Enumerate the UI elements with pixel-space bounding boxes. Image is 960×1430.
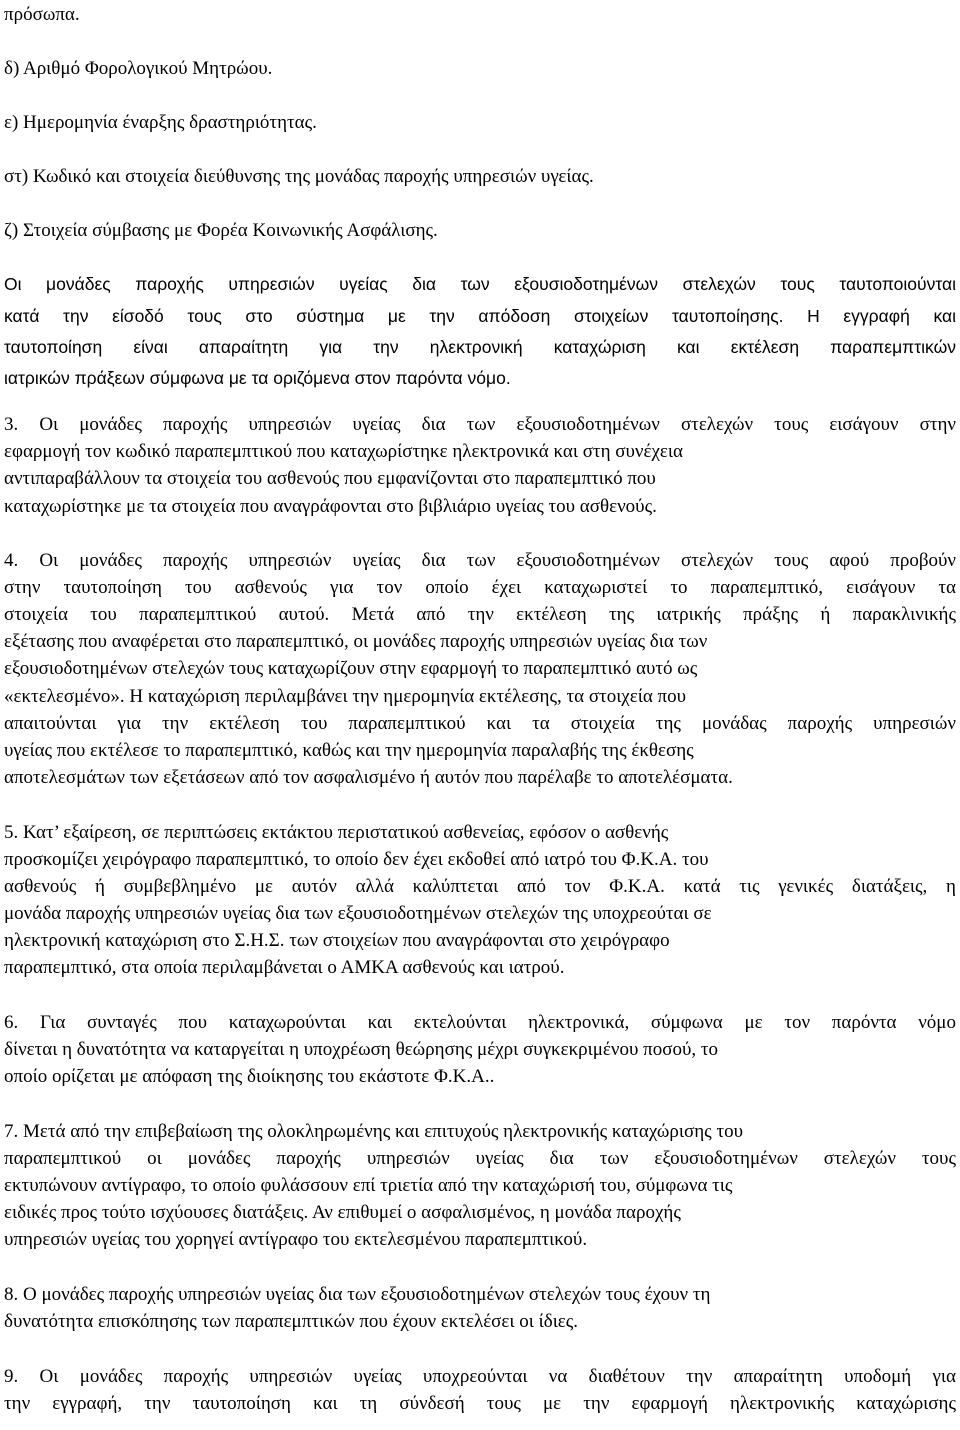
paragraph-5-line: μονάδα παροχής υπηρεσιών υγείας δια των εξουσιοδοτημένων στελεχών της υποχρεούται σε — [4, 903, 712, 924]
paragraph-3-line: καταχωρίστηκε με τα στοιχεία που αναγράφονται στο βιβλιάριο υγείας του ασθενούς. — [4, 496, 657, 517]
paragraph-7-line: παραπεμπτικού οι μονάδες παροχής υπηρεσιών υγείας δια των εξουσιοδοτημένων στελεχών τους — [4, 1148, 956, 1169]
paragraph-7-line: 7. Μετά από την επιβεβαίωση της ολοκληρωμένης και επιτυχούς ηλεκτρονικής καταχώρισης του — [4, 1121, 743, 1142]
paragraph-5-line: 5. Κατ’ εξαίρεση, σε περιπτώσεις εκτάκτου περιστατικού ασθενείας, εφόσον ο ασθενής — [4, 822, 669, 843]
paragraph-8-line: δυνατότητα επισκόπησης των παραπεμπτικών που έχουν εκτελέσει οι ίδιες. — [4, 1311, 579, 1332]
paragraph-3-line: 3. Οι μονάδες παροχής υπηρεσιών υγείας δια των εξουσιοδοτημένων στελεχών τους εισάγουν στην — [4, 414, 956, 435]
paragraph-7-line: εκτυπώνουν αντίγραφο, το οποίο φυλάσσουν επί τριετία από την καταχώρισή του, σύμφωνα τις — [4, 1175, 733, 1196]
list-item-z: ζ) Στοιχεία σύμβασης με Φορέα Κοινωνικής Ασφάλισης. — [4, 220, 438, 241]
text-line: πρόσωπα. — [4, 4, 80, 25]
paragraph-4-line: στην ταυτοποίηση του ασθενούς για τον οποίο έχει καταχωριστεί το παραπεμπτικό, εισάγουν τα — [4, 577, 956, 598]
paragraph-4-line: «εκτελεσμένο». Η καταχώριση περιλαμβάνει την ημερομηνία εκτέλεσης, τα στοιχεία που — [4, 686, 687, 707]
list-item-st: στ) Κωδικό και στοιχεία διεύθυνσης της μονάδας παροχής υπηρεσιών υγείας. — [4, 166, 594, 187]
sans-paragraph-line: ιατρικών πράξεων σύμφωνα με τα οριζόμενα στον παρόντα νόμο. — [4, 368, 511, 388]
paragraph-7-line: ειδικές προς τούτο ισχύουσες διατάξεις. Αν επιθυμεί ο ασφαλισμένος, η μονάδα παροχής — [4, 1202, 681, 1223]
paragraph-6-line: δίνεται η δυνατότητα να καταργείται η υποχρέωση θεώρησης μέχρι συγκεκριμένου ποσού, το — [4, 1039, 719, 1060]
paragraph-8-line: 8. Ο μονάδες παροχής υπηρεσιών υγείας δια των εξουσιοδοτημένων στελεχών τους έχουν τη — [4, 1284, 711, 1305]
sans-paragraph-line: κατά την είσοδό τους στο σύστημα με την απόδοση στοιχείων ταυτοποίησης. Η εγγραφή και — [4, 306, 956, 326]
paragraph-4-line: εξέτασης που αναφέρεται στο παραπεμπτικό, οι μονάδες παροχής υπηρεσιών υγείας δια των — [4, 631, 708, 652]
sans-paragraph-line: Οι μονάδες παροχής υπηρεσιών υγείας δια των εξουσιοδοτημένων στελεχών τους ταυτοποιούνται — [4, 274, 956, 294]
paragraph-5-line: παραπεμπτικό, στα οποία περιλαμβάνεται ο ΑΜΚΑ ασθενούς και ιατρού. — [4, 957, 565, 978]
paragraph-4-line: 4. Οι μονάδες παροχής υπηρεσιών υγείας δια των εξουσιοδοτημένων στελεχών τους αφού προβούν — [4, 550, 956, 571]
paragraph-4-line: υγείας που εκτέλεσε το παραπεμπτικό, καθώς και την ημερομηνία παραλαβής της έκθεσης — [4, 740, 694, 761]
paragraph-3-line: αντιπαραβάλλουν τα στοιχεία του ασθενούς που εμφανίζονται στο παραπεμπτικό που — [4, 468, 656, 489]
paragraph-5-line: ασθενούς ή συμβεβλημένο με αυτόν αλλά καλύπτεται από τον Φ.Κ.Α. κατά τις γενικές διατάξεις, η — [4, 876, 956, 897]
paragraph-9-line: την εγγραφή, την ταυτοποίηση και τη σύνδεσή τους με την εφαρμογή ηλεκτρονικής καταχώρισης — [4, 1393, 956, 1414]
paragraph-3-line: εφαρμογή τον κωδικό παραπεμπτικού που καταχωρίστηκε ηλεκτρονικά και στη συνέχεια — [4, 441, 683, 462]
paragraph-4-line: εξουσιοδοτημένων στελεχών τους καταχωρίζουν στην εφαρμογή το παραπεμπτικό αυτό ως — [4, 658, 698, 679]
sans-paragraph-line: ταυτοποίηση είναι απαραίτητη για την ηλεκτρονική καταχώριση και εκτέλεση παραπεμπτικών — [4, 337, 956, 357]
paragraph-4-line: στοιχεία του παραπεμπτικού αυτού. Μετά από την εκτέλεση της ιατρικής πράξης ή παρακλινικής — [4, 604, 956, 625]
paragraph-4-line: αποτελεσμάτων των εξετάσεων από τον ασφαλισμένο ή αυτόν που παρέλαβε το αποτελέσματα. — [4, 767, 733, 788]
paragraph-6-line: οποίο ορίζεται με απόφαση της διοίκησης του εκάστοτε Φ.Κ.Α.. — [4, 1066, 495, 1087]
paragraph-7-line: υπηρεσιών υγείας του χορηγεί αντίγραφο του εκτελεσμένου παραπεμπτικού. — [4, 1229, 588, 1250]
paragraph-9-line: 9. Οι μονάδες παροχής υπηρεσιών υγείας υποχρεούνται να διαθέτουν την απαραίτητη υποδομή για — [4, 1366, 956, 1387]
paragraph-5-line: ηλεκτρονική καταχώριση στο Σ.Η.Σ. των στοιχείων που αναγράφονται στο χειρόγραφο — [4, 930, 670, 951]
paragraph-6-line: 6. Για συνταγές που καταχωρούνται και εκτελούνται ηλεκτρονικά, σύμφωνα με τον παρόντα νόμο — [4, 1012, 956, 1033]
list-item-e: ε) Ημερομηνία έναρξης δραστηριότητας. — [4, 112, 317, 133]
list-item-d: δ) Αριθμό Φορολογικού Μητρώου. — [4, 58, 273, 79]
paragraph-4-line: απαιτούνται για την εκτέλεση του παραπεμπτικού και τα στοιχεία της μονάδας παροχής υπηρεσιών — [4, 713, 956, 734]
paragraph-5-line: προσκομίζει χειρόγραφο παραπεμπτικό, το οποίο δεν έχει εκδοθεί από ιατρό του Φ.Κ.Α. του — [4, 849, 709, 870]
